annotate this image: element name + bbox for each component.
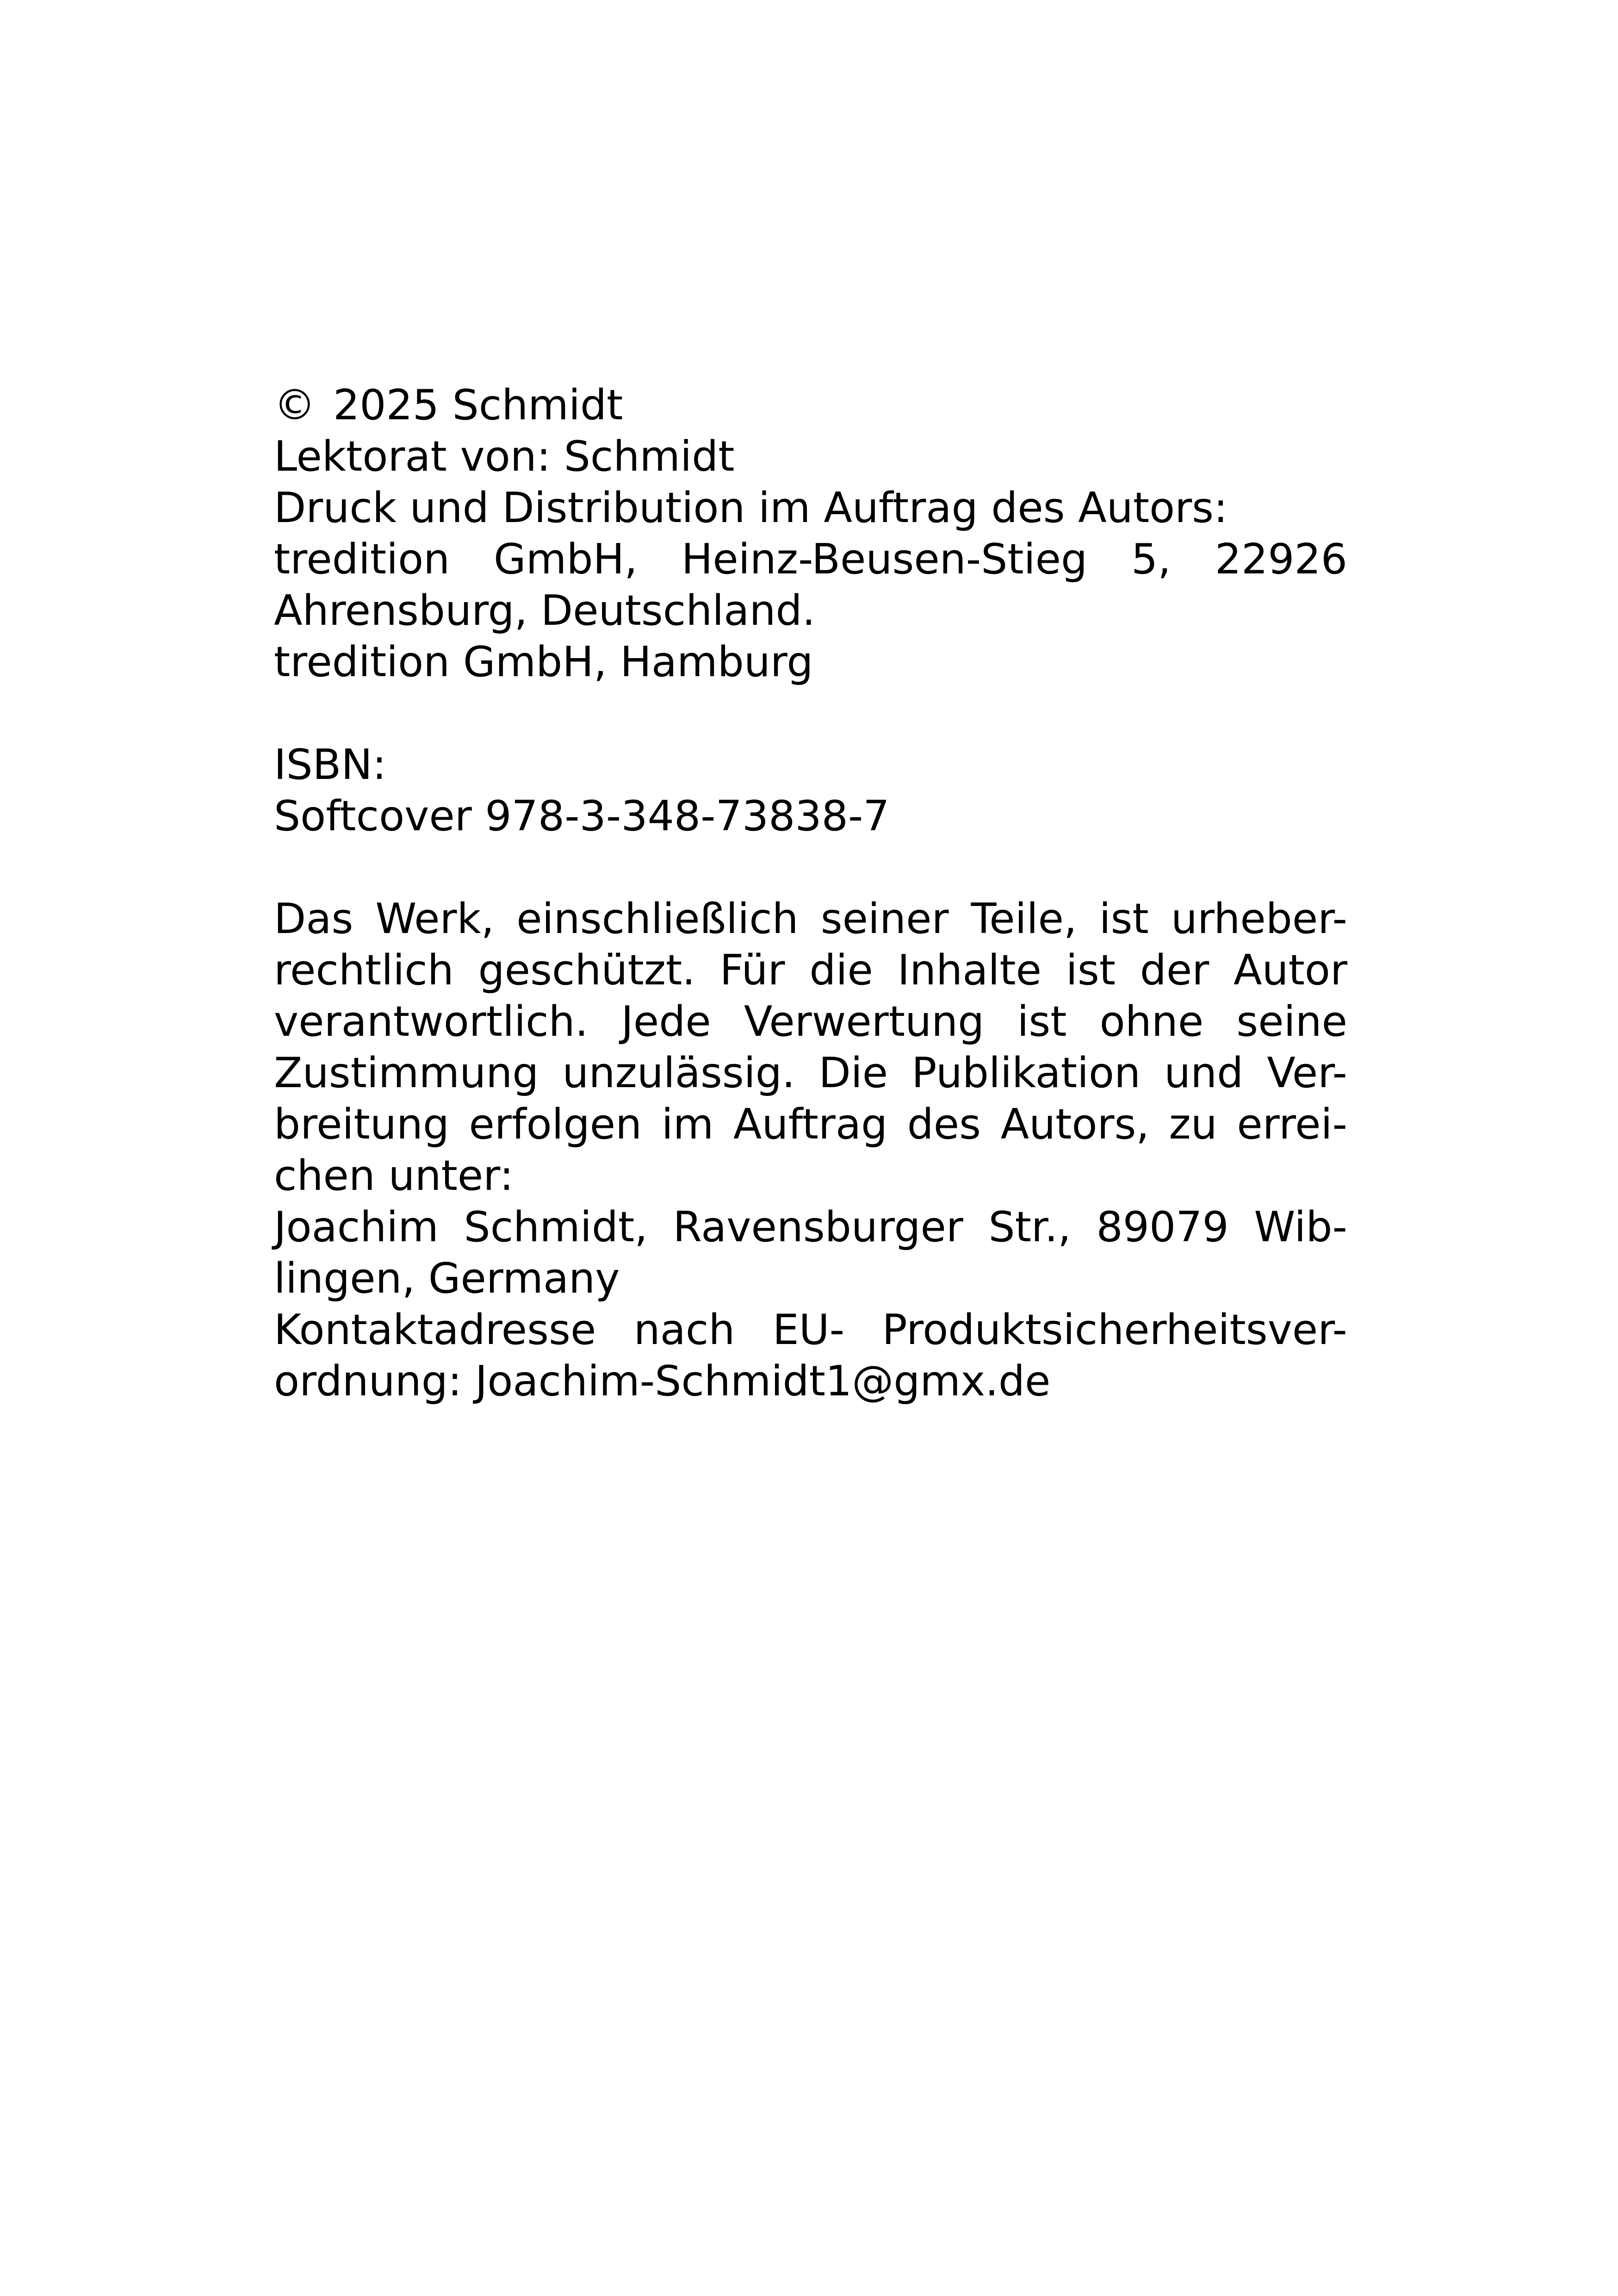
contact-line2: ordnung: Joachim-Schmidt1@gmx.de [274, 1357, 1051, 1406]
legal-line: Das Werk, einschließlich seiner Teile, ist urheber- [274, 895, 1347, 943]
legal-line: verantwortlich. Jede Verwertung ist ohne seine [274, 997, 1347, 1046]
contact-line1: Kontaktadresse nach EU- Produktsicherheitsver- [274, 1306, 1347, 1354]
publisher-address-line1: tredition GmbH, Heinz-Beusen-Stieg 5, 22926 [274, 535, 1347, 584]
copyright-line [274, 380, 1347, 431]
legal-line: Zustimmung unzulässig. Die Publikation und Ver- [274, 1049, 1347, 1097]
author-address-line2: lingen, Germany [274, 1254, 620, 1303]
imprint-text-block [274, 380, 1347, 1407]
author-address-line1: Joachim Schmidt, Ravensburger Str., 89079 Wib- [274, 1203, 1347, 1251]
editor-line: Lektorat von: Schmidt [274, 432, 735, 481]
legal-line: rechtlich geschützt. Für die Inhalte ist der Autor [274, 946, 1347, 995]
isbn-label: ISBN: [274, 740, 387, 789]
copyright-symbol: © [274, 381, 316, 429]
publisher-city-line: tredition GmbH, Hamburg [274, 638, 813, 686]
copyright-text: 2025 Schmidt [333, 381, 623, 429]
spacer [274, 842, 1347, 893]
legal-line: chen unter: [274, 1151, 514, 1200]
printing-label: Druck und Distribution im Auftrag des Autors: [274, 484, 1228, 532]
spacer [274, 688, 1347, 739]
isbn-softcover: Softcover 978-3-348-73838-7 [274, 792, 890, 840]
publisher-address-line2: Ahrensburg, Deutschland. [274, 586, 816, 635]
legal-line: breitung erfolgen im Auftrag des Autors, zu errei- [274, 1100, 1347, 1149]
